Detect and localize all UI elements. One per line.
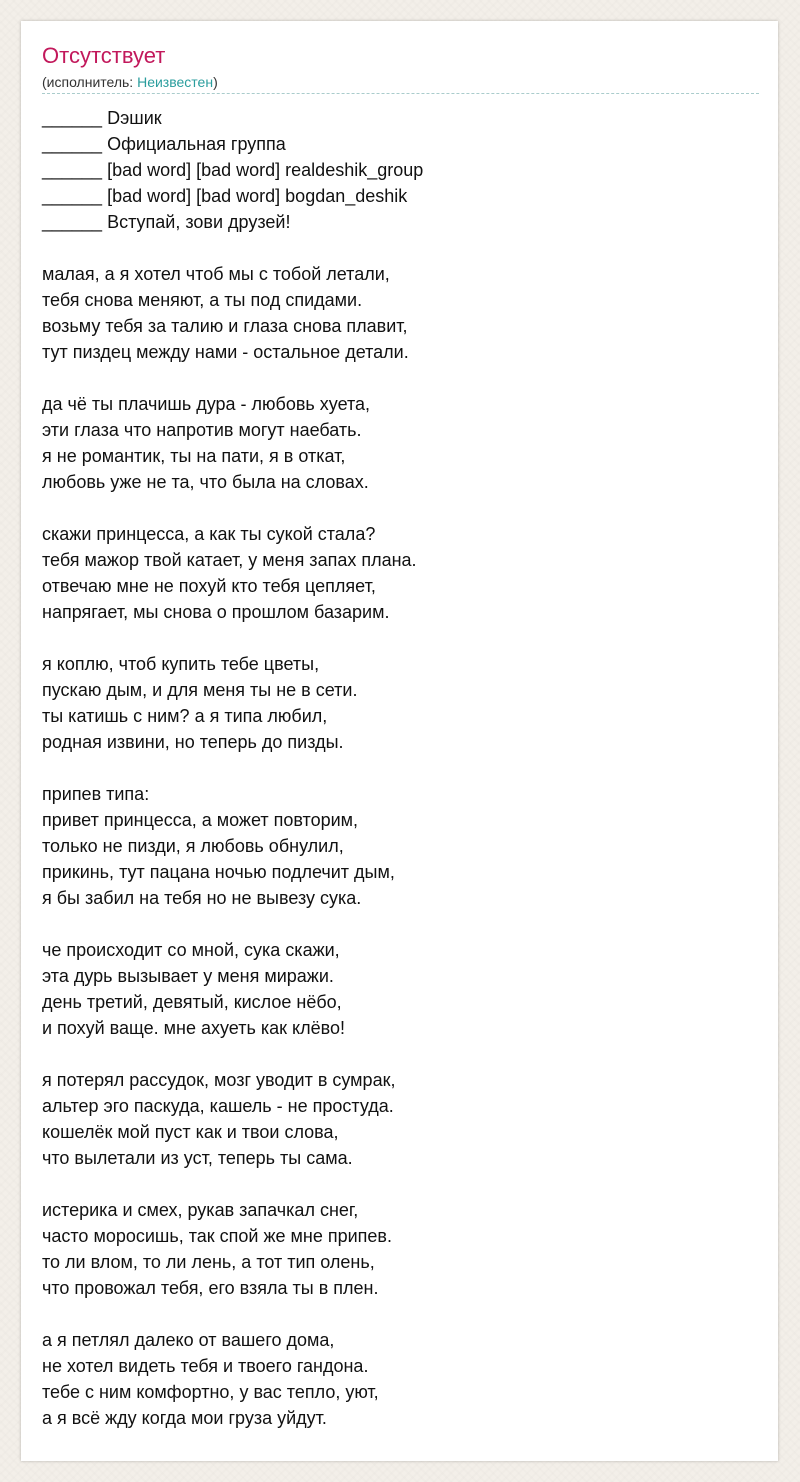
lyric-line: эта дурь вызывает у меня миражи.: [42, 966, 334, 986]
stanza-gap: [42, 495, 757, 521]
lyric-line: напрягает, мы снова о прошлом базарим.: [42, 602, 390, 622]
lyric-line: возьму тебя за талию и глаза снова плавит,: [42, 316, 408, 336]
lyric-line: припев типа:: [42, 784, 150, 804]
lyric-line: тут пиздец между нами - остальное детали.: [42, 342, 409, 362]
stanza-gap: [42, 1041, 757, 1067]
stanza-gap: [42, 755, 757, 781]
lyric-line: родная извини, но теперь до пизды.: [42, 732, 344, 752]
lyric-line: и похуй ваще. мне ахуеть как клёво!: [42, 1018, 345, 1038]
lyric-line: я потерял рассудок, мозг уводит в сумрак,: [42, 1070, 396, 1090]
lyric-line: я бы забил на тебя но не вывезу сука.: [42, 888, 362, 908]
artist-prefix: (исполнитель:: [42, 74, 138, 90]
lyric-line: тебя снова меняют, а ты под спидами.: [42, 290, 363, 310]
lyric-line: только не пизди, я любовь обнулил,: [42, 836, 344, 856]
lyric-line: привет принцесса, а может повторим,: [42, 810, 359, 830]
lyric-line: а я петлял далеко от вашего дома,: [42, 1330, 335, 1350]
lyric-line: истерика и смех, рукав запачкал снег,: [42, 1200, 359, 1220]
lyric-line: что провожал тебя, его взяла ты в плен.: [42, 1278, 379, 1298]
artist-link[interactable]: Неизвестен: [137, 74, 214, 90]
lyric-line: не хотел видеть тебя и твоего гандона.: [42, 1356, 369, 1376]
stanza-gap: [42, 911, 757, 937]
lyric-line: прикинь, тут пацана ночью подлечит дым,: [42, 862, 395, 882]
lyric-line: часто моросишь, так спой же мне припев.: [42, 1226, 392, 1246]
lyric-line: то ли влом, то ли лень, а тот тип олень,: [42, 1252, 375, 1272]
artist-suffix: ): [213, 74, 218, 90]
lyric-line: че происходит со мной, сука скажи,: [42, 940, 340, 960]
lyric-line: ______ Dэшик: [42, 108, 162, 128]
lyric-line: да чё ты плачишь дура - любовь хуета,: [42, 394, 371, 414]
stanza-gap: [42, 1301, 757, 1327]
stanza-gap: [42, 1171, 757, 1197]
stanza-gap: [42, 235, 757, 261]
lyric-line: кошелёк мой пуст как и твои слова,: [42, 1122, 339, 1142]
lyric-line: ______ [bad word] [bad word] realdeshik_group: [42, 160, 424, 180]
lyric-line: ______ Вступай, зови друзей!: [42, 212, 291, 232]
lyric-line: ______ [bad word] [bad word] bogdan_deshik: [42, 186, 408, 206]
lyric-line: эти глаза что напротив могут наебать.: [42, 420, 362, 440]
lyric-line: скажи принцесса, а как ты сукой стала?: [42, 524, 376, 544]
lyric-line: малая, а я хотел чтоб мы с тобой летали,: [42, 264, 390, 284]
lyric-line: я коплю, чтоб купить тебе цветы,: [42, 654, 320, 674]
lyric-line: любовь уже не та, что была на словах.: [42, 472, 369, 492]
lyric-line: пускаю дым, и для меня ты не в сети.: [42, 680, 358, 700]
lyric-line: тебе с ним комфортно, у вас тепло, уют,: [42, 1382, 379, 1402]
lyric-line: ______ Официальная группа: [42, 134, 286, 154]
lyric-line: ты катишь с ним? а я типа любил,: [42, 706, 328, 726]
lyric-line: альтер эго паскуда, кашель - не простуда.: [42, 1096, 394, 1116]
lyric-line: я не романтик, ты на пати, я в откат,: [42, 446, 346, 466]
lyrics-body: [42, 105, 757, 1431]
stanza-gap: [42, 625, 757, 651]
lyric-line: день третий, девятый, кислое нёбо,: [42, 992, 342, 1012]
song-title: Отсутствует: [42, 43, 166, 68]
stanza-gap: [42, 365, 757, 391]
lyric-line: что вылетали из уст, теперь ты сама.: [42, 1148, 353, 1168]
lyric-line: тебя мажор твой катает, у меня запах плана.: [42, 550, 417, 570]
lyrics-card: [21, 21, 778, 1461]
lyric-line: отвечаю мне не похуй кто тебя цепляет,: [42, 576, 376, 596]
artist-line: [42, 73, 218, 91]
lyric-line: а я всё жду когда мои груза уйдут.: [42, 1408, 327, 1428]
title-divider: [42, 93, 759, 94]
